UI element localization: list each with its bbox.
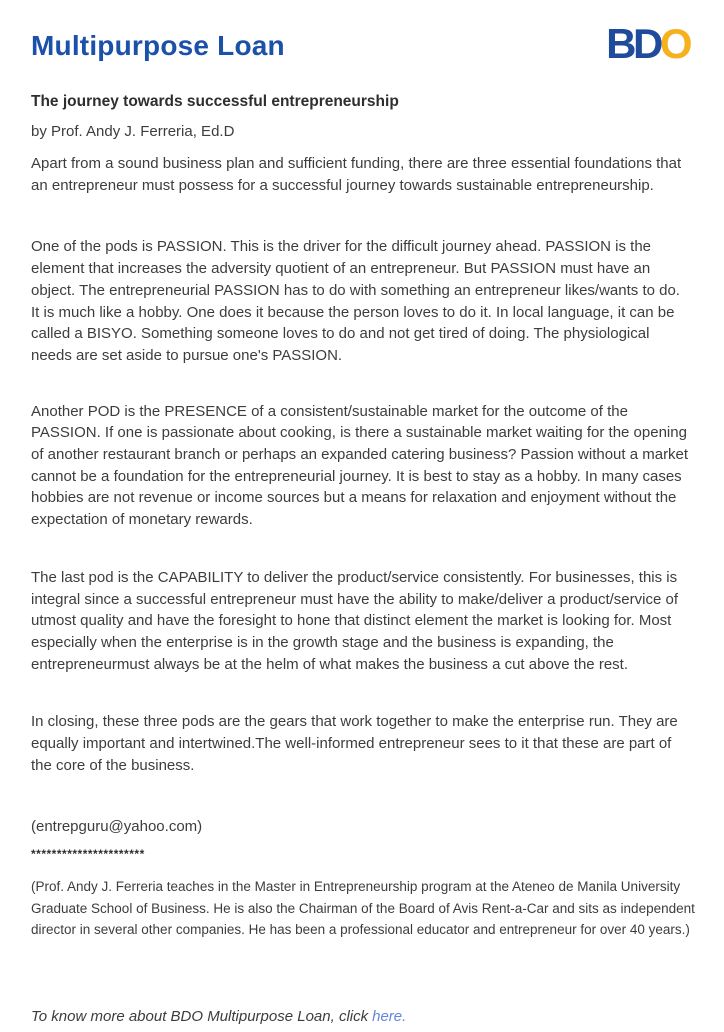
bdo-logo-bd: BD [606, 20, 660, 67]
bdo-logo-o: O [659, 20, 689, 67]
paragraph-passion: One of the pods is PASSION. This is the driver for the difficult journey ahead. PASSION is the element that increases the adversity quotient of an entrepreneur. But PASSION must have an object. The entrepreneurial PASSION has to do with something an entrepreneur likes/wants to do. It is much like a hobby. One does it because the person loves to do it. In local language, it can be called a BISYO. Something someone loves to do and not get tired of doing. The physiological needs are set aside to pursue one's PASSION. [31, 238, 680, 364]
article-content [31, 92, 695, 941]
paragraph-intro: Apart from a sound business plan and sufficient funding, there are three essential foundations that an entrepreneur must possess for a successful journey towards sustainable entrepreneurship. [31, 155, 682, 194]
page-title: Multipurpose Loan [31, 30, 285, 61]
page-header [31, 20, 691, 67]
author-email: (entrepguru@yahoo.com) [31, 818, 203, 836]
here-link[interactable]: here. [372, 1008, 407, 1025]
paragraph-capability: The last pod is the CAPABILITY to deliver the product/service consistently. For businesses, this is integral since a successful entrepreneur must have the ability to make/deliver a product/service of utmost quality and have the foresight to hone that distinct element the market is looking for. Most especially when the enterprise is in the growth stage and the business is expanding, the entrepreneurmust always be at the helm of what makes the business a cut above the rest. [31, 568, 678, 673]
asterisk-separator: ********************** [31, 847, 145, 862]
bdo-logo [606, 20, 689, 67]
footer-cta-text: To know more about BDO Multipurpose Loan, click [31, 1008, 369, 1025]
paragraph-closing: In closing, these three pods are the gears that work together to make the enterprise run. They are equally important and intertwined.The well-informed entrepreneur sees to it that these are part of the core of the business. [31, 713, 678, 774]
author-bio: (Prof. Andy J. Ferreria teaches in the Master in Entrepreneurship program at the Ateneo de Manila University Graduate School of Business. He is also the Chairman of the Board of Avis Rent-a-Car and sits as independent director in several other companies. He has been a professional educator and entrepreneur for over 40 years.) [31, 879, 695, 938]
article-heading: The journey towards successful entrepreneurship [31, 93, 399, 110]
footer-cta [31, 1007, 406, 1027]
paragraph-presence: Another POD is the PRESENCE of a consistent/sustainable market for the outcome of the PASSION. If one is passionate about cooking, is there a sustainable market waiting for the opening of another restaurant branch or perhaps an expanded catering business? Passion without a market cannot be a foundation for the entrepreneurial journey. It is best to stay as a hobby. In many cases hobbies are not revenue or income sources but a means for relaxation and enjoyment without the expectation of monetary rewards. [31, 402, 689, 529]
article-byline: by Prof. Andy J. Ferreria, Ed.D [31, 123, 235, 140]
